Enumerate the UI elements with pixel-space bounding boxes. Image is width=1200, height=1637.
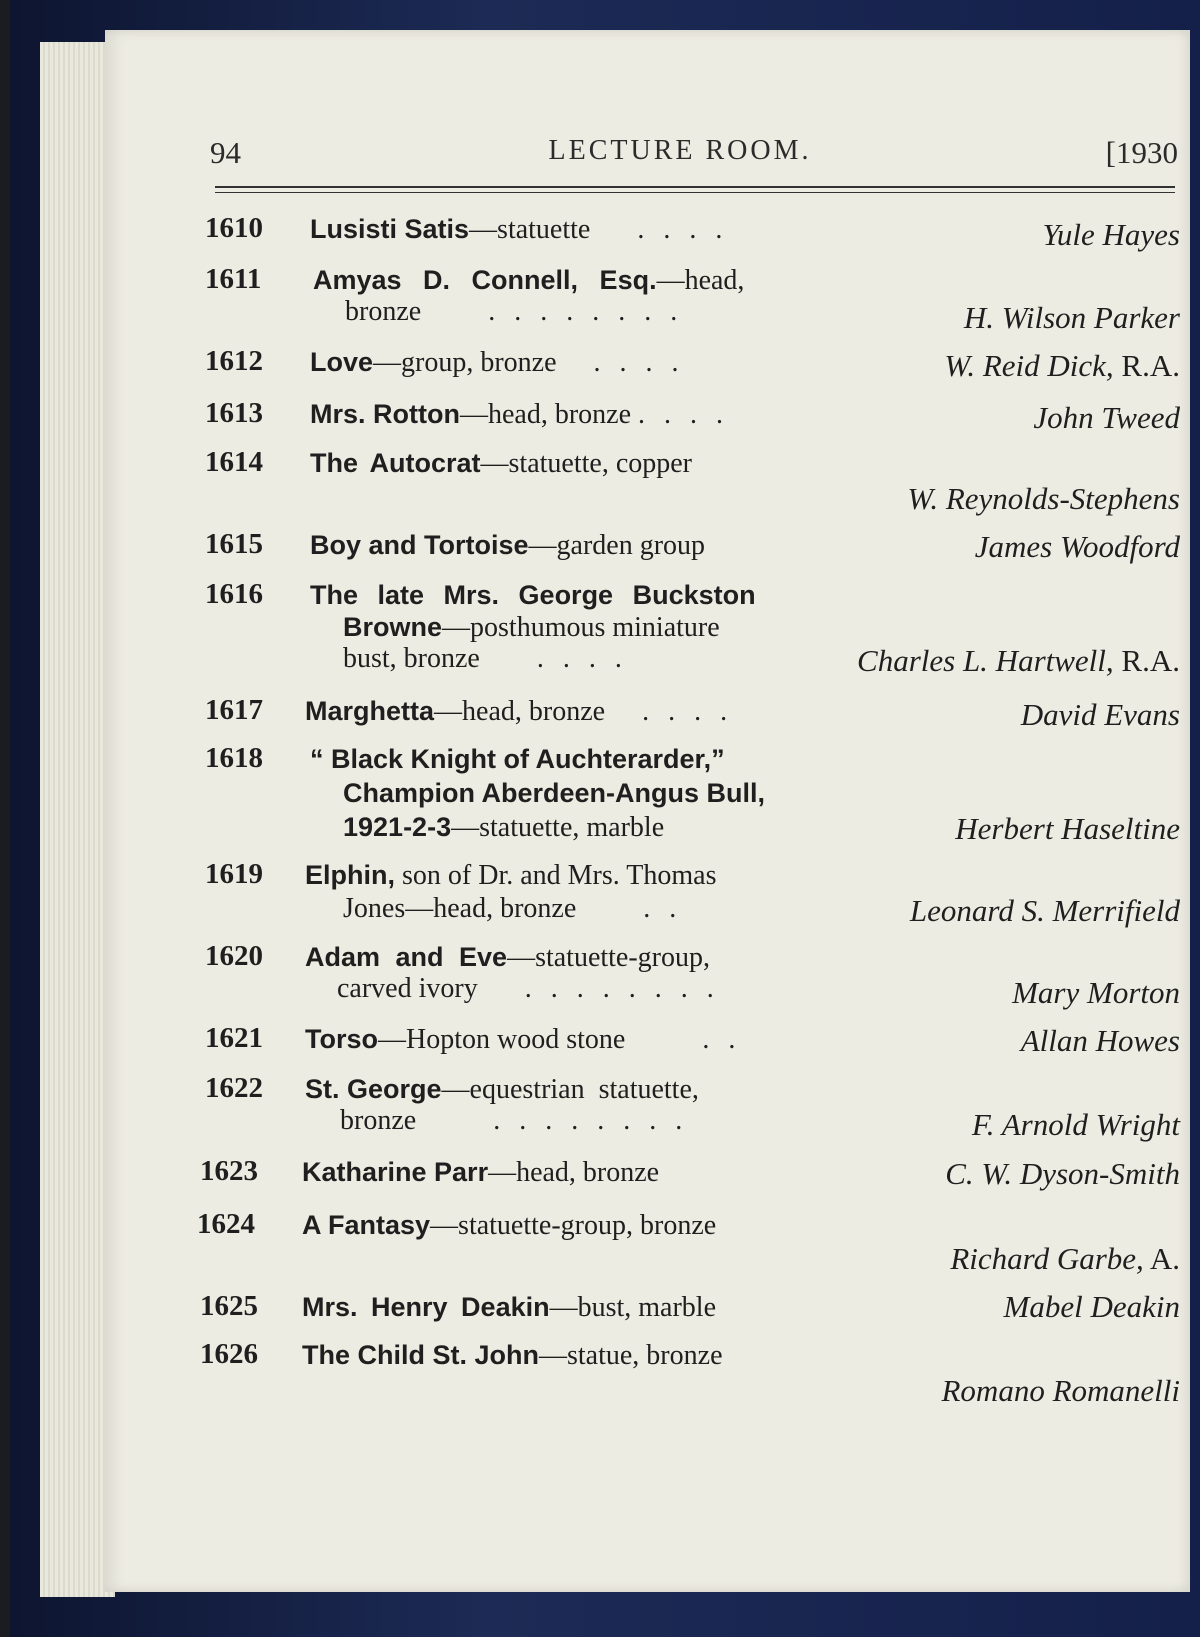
catalogue-entry xyxy=(205,742,1180,852)
catalogue-entry xyxy=(205,578,1180,688)
entry-line: Browne—posthumous miniature xyxy=(343,612,720,643)
entry-number: 1622 xyxy=(205,1072,263,1104)
entry-title: Mrs. Henry Deakin xyxy=(302,1292,550,1322)
entry-line: bronze . . . . . . . . xyxy=(345,296,684,327)
entry-number: 1619 xyxy=(205,858,263,890)
year-marker: [1930 xyxy=(1105,135,1178,170)
entry-description: —statuette, copper xyxy=(480,448,692,479)
entry-line xyxy=(302,1208,716,1243)
entry-line xyxy=(305,694,733,729)
entry-description: —statue, bronze xyxy=(539,1340,723,1371)
entry-title: Torso xyxy=(305,1024,378,1054)
entry-number: 1617 xyxy=(205,694,263,726)
catalogue-entry xyxy=(205,263,1180,338)
entry-artist: Romano Romanelli xyxy=(941,1373,1180,1408)
entry-line: carved ivory . . . . . . . . xyxy=(337,973,720,1004)
entry-title: Amyas D. Connell, Esq. xyxy=(313,265,657,295)
entry-line xyxy=(305,940,710,975)
catalogue-entry xyxy=(205,397,1180,437)
leader-dots: . . . . xyxy=(536,643,628,674)
entry-title: “ Black Knight of Auchterarder,” xyxy=(310,744,725,774)
entry-description: —head, bronze xyxy=(459,399,632,430)
entry-line xyxy=(305,858,716,893)
entry-line xyxy=(305,1072,699,1107)
entry-title: Boy and Tortoise xyxy=(310,530,529,560)
catalogue-entry xyxy=(205,858,1180,933)
leader-dots: . . . . . . . . xyxy=(488,296,684,327)
entry-artist: W. Reynolds-Stephens xyxy=(907,481,1180,516)
entry-number: 1624 xyxy=(197,1208,255,1240)
entry-number: 1616 xyxy=(205,578,263,610)
entry-number: 1611 xyxy=(205,263,262,295)
entry-title: St. George xyxy=(305,1074,442,1104)
catalogue-entry xyxy=(205,940,1180,1015)
entry-line xyxy=(310,212,728,247)
entry-number: 1615 xyxy=(205,528,263,560)
entry-description: —head, bronze xyxy=(488,1157,660,1188)
entry-title: Marghetta xyxy=(305,696,435,726)
entry-line xyxy=(313,263,744,298)
entry-description: —statuette-group, bronze xyxy=(430,1210,717,1241)
entry-number: 1620 xyxy=(205,940,263,972)
entry-description: —Hopton wood stone xyxy=(378,1024,626,1055)
entry-number: 1621 xyxy=(205,1022,263,1054)
entry-title: Katharine Parr xyxy=(302,1157,489,1187)
entry-description: —bust, marble xyxy=(549,1292,717,1323)
entry-artist: Herbert Haseltine xyxy=(955,811,1180,846)
entry-description: —group, bronze xyxy=(373,347,557,378)
entry-title: The late Mrs. George Buckston xyxy=(310,580,756,610)
leader-dots: . . . . . . . . xyxy=(524,973,720,1004)
entry-artist: John Tweed xyxy=(1033,400,1180,435)
entry-line: Champion Aberdeen-Angus Bull, xyxy=(343,778,766,808)
entry-line: Jones—head, bronze . . xyxy=(343,893,683,924)
entry-title: The Autocrat xyxy=(310,448,481,478)
catalogue-entry xyxy=(205,446,1180,521)
entry-title: The Child St. John xyxy=(302,1340,539,1370)
entry-number: 1612 xyxy=(205,345,263,377)
entry-description: —statuette xyxy=(469,214,591,245)
entry-line xyxy=(310,397,729,432)
catalogue-entry xyxy=(205,212,1180,252)
leader-dots: . . . . xyxy=(637,214,729,245)
entry-title: A Fantasy xyxy=(302,1210,431,1240)
entry-title: Lusisti Satis xyxy=(310,214,470,244)
catalogue-entry xyxy=(200,1338,1180,1413)
entry-description: —head, bronze xyxy=(434,696,606,727)
leader-dots: . . xyxy=(643,893,683,924)
entry-number: 1613 xyxy=(205,397,263,429)
entry-artist: Allan Howes xyxy=(1020,1023,1180,1058)
entry-description: son of Dr. and Mrs. Thomas xyxy=(395,860,717,891)
entry-number: 1614 xyxy=(205,446,263,478)
entry-description: —equestrian statuette, xyxy=(441,1074,699,1105)
catalogue-entry xyxy=(200,1155,1180,1195)
entry-artist: Mabel Deakin xyxy=(1003,1289,1180,1324)
entry-line: bronze . . . . . . . . xyxy=(340,1105,689,1136)
entry-line xyxy=(310,446,692,481)
entry-description: —garden group xyxy=(528,530,706,561)
entry-number: 1610 xyxy=(205,212,263,244)
leader-dots: . . . . xyxy=(593,347,685,378)
catalogue-entry xyxy=(200,1289,1180,1330)
entry-artist: F. Arnold Wright xyxy=(971,1107,1180,1142)
entry-line: 1921-2-3—statuette, marble xyxy=(343,812,665,843)
entry-line xyxy=(310,528,705,563)
catalogue-entry xyxy=(205,528,1180,568)
entry-artist: Leonard S. Merrifield xyxy=(909,893,1180,928)
page-title: LECTURE ROOM. xyxy=(548,135,812,166)
entry-title: Mrs. Rotton xyxy=(310,399,460,429)
entry-line xyxy=(310,578,756,613)
catalogue-entry xyxy=(205,1072,1180,1147)
catalogue-entry xyxy=(205,345,1180,385)
entry-number: 1626 xyxy=(200,1338,258,1370)
entry-line xyxy=(310,345,685,380)
leader-dots: . . xyxy=(702,1024,742,1055)
leader-dots: . . . . . . . . xyxy=(493,1105,689,1136)
catalogue-entry xyxy=(197,1208,1180,1283)
entry-title: Adam and Eve xyxy=(305,942,508,972)
page-number: 94 xyxy=(210,135,241,170)
entry-artist: H. Wilson Parker xyxy=(963,300,1180,335)
leader-dots: . . . . xyxy=(638,399,730,430)
entry-description: —head, xyxy=(656,265,745,296)
entry-title: Elphin, xyxy=(305,860,395,890)
entry-line xyxy=(302,1155,659,1190)
entry-line xyxy=(302,1290,716,1325)
entry-line: bust, bronze . . . . xyxy=(343,643,628,674)
entry-line xyxy=(310,742,725,777)
entry-number: 1623 xyxy=(200,1155,258,1187)
entry-number: 1618 xyxy=(205,742,263,774)
entry-title: Love xyxy=(310,347,374,377)
leader-dots: . . . . xyxy=(642,696,734,727)
entry-artist: James Woodford xyxy=(974,529,1180,564)
catalogue-entry xyxy=(205,1022,1180,1062)
entry-artist: C. W. Dyson-Smith xyxy=(945,1156,1180,1191)
catalogue-entry xyxy=(205,694,1180,734)
entry-line xyxy=(302,1338,723,1373)
entry-artist: Richard Garbe, A. xyxy=(950,1241,1180,1276)
entry-artist: Yule Hayes xyxy=(1042,217,1180,252)
entry-description: —statuette-group, xyxy=(507,942,711,973)
entry-artist: Mary Morton xyxy=(1012,975,1180,1010)
entry-number: 1625 xyxy=(200,1290,258,1322)
entry-line xyxy=(305,1022,741,1057)
entry-artist: W. Reid Dick, R.A. xyxy=(944,348,1180,383)
entry-artist: David Evans xyxy=(1020,697,1180,732)
entry-artist: Charles L. Hartwell, R.A. xyxy=(857,643,1180,678)
